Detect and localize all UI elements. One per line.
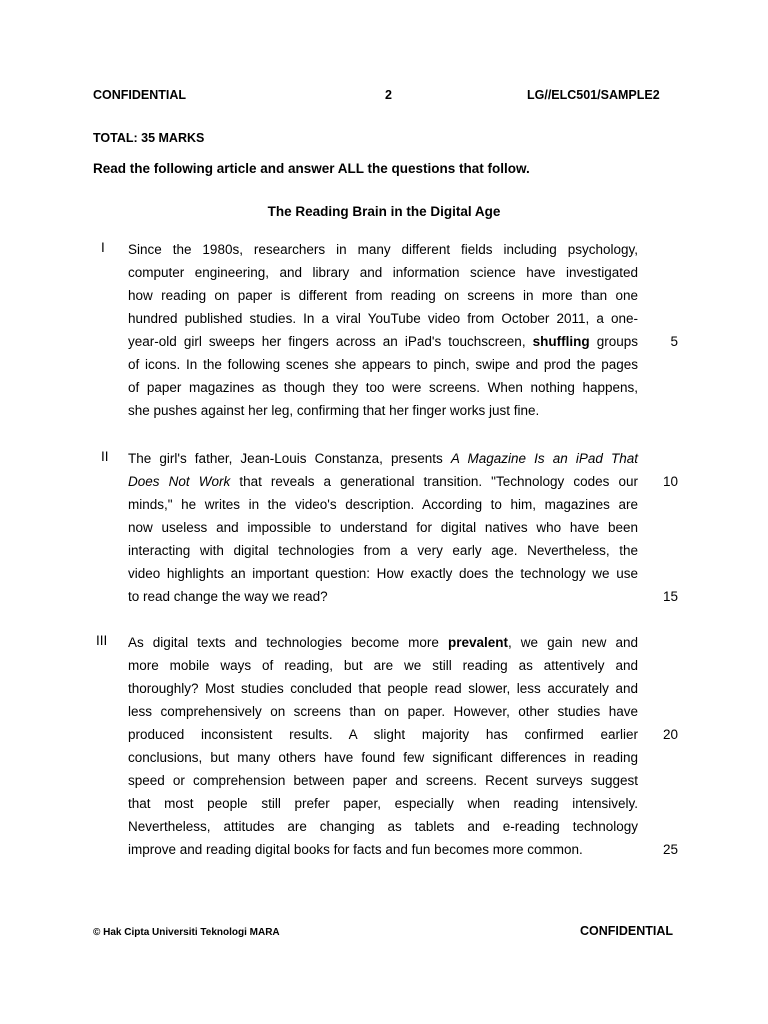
paragraph-numeral: I [101,240,105,255]
paragraph-numeral: III [96,633,108,648]
article-line: interacting with digital technologies from a very early age. Nevertheless, the [128,543,638,558]
article-line: As digital texts and technologies become more prevalent, we gain new and [128,635,638,650]
document-code: LG//ELC501/SAMPLE2 [527,88,660,102]
article-line: more mobile ways of reading, but are we still reading as attentively and [128,658,638,673]
article-line: that most people still prefer paper, especially when reading intensively. [128,796,638,811]
page-number: 2 [385,88,392,102]
article-line: improve and reading digital books for facts and fun becomes more common. [128,842,583,857]
article-line: Nevertheless, attitudes are changing as tablets and e-reading technology [128,819,638,834]
total-marks: TOTAL: 35 MARKS [93,131,205,145]
paragraph-numeral: II [101,449,109,464]
article-line: to read change the way we read? [128,589,328,604]
line-number: 15 [662,589,678,604]
article-line: thoroughly? Most studies concluded that people read slower, less accurately and [128,681,638,696]
article-line: The girl's father, Jean-Louis Constanza, presents A Magazine Is an iPad That [128,451,638,466]
line-number: 25 [662,842,678,857]
article-line: video highlights an important question: How exactly does the technology we use [128,566,638,581]
instruction: Read the following article and answer ALL the questions that follow. [93,161,530,176]
article-line: produced inconsistent results. A slight majority has confirmed earlier [128,727,638,742]
copyright-notice: © Hak Cipta Universiti Teknologi MARA [93,927,280,938]
article-line: now useless and impossible to understand for digital natives who have been [128,520,638,535]
article-line: conclusions, but many others have found few significant differences in reading [128,750,638,765]
article-line: speed or comprehension between paper and screens. Recent surveys suggest [128,773,638,788]
article-line: computer engineering, and library and information science have investigated [128,265,638,280]
article-line: Does Not Work that reveals a generational transition. "Technology codes our [128,474,638,489]
article-line: of paper magazines as though they too were screens. When nothing happens, [128,380,638,395]
vocab-word-shuffling: shuffling [532,334,590,349]
article-title: The Reading Brain in the Digital Age [267,204,501,219]
article-line: of icons. In the following scenes she appears to pinch, swipe and prod the pages [128,357,638,372]
article-line: hundred published studies. In a viral YouTube video from October 2011, a one- [128,311,638,326]
article-line: Since the 1980s, researchers in many different fields including psychology, [128,242,638,257]
line-number: 10 [662,474,678,489]
vocab-word-prevalent: prevalent [447,635,508,650]
article-line: she pushes against her leg, confirming that her finger works just fine. [128,403,540,418]
line-number: 20 [662,727,678,742]
video-title: Does Not Work [128,474,231,489]
article-line: less comprehensively on screens than on paper. However, other studies have [128,704,638,719]
line-number: 5 [670,334,678,349]
header-confidential: CONFIDENTIAL [93,88,187,102]
article-line: minds," he writes in the video's description. According to him, magazines are [128,497,638,512]
footer-confidential: CONFIDENTIAL [580,924,674,938]
article-line: how reading on paper is different from reading on screens in more than one [128,288,638,303]
article-line: year-old girl sweeps her fingers across an iPad's touchscreen, shuffling groups [128,334,638,349]
video-title: A Magazine Is an iPad That [450,451,638,466]
